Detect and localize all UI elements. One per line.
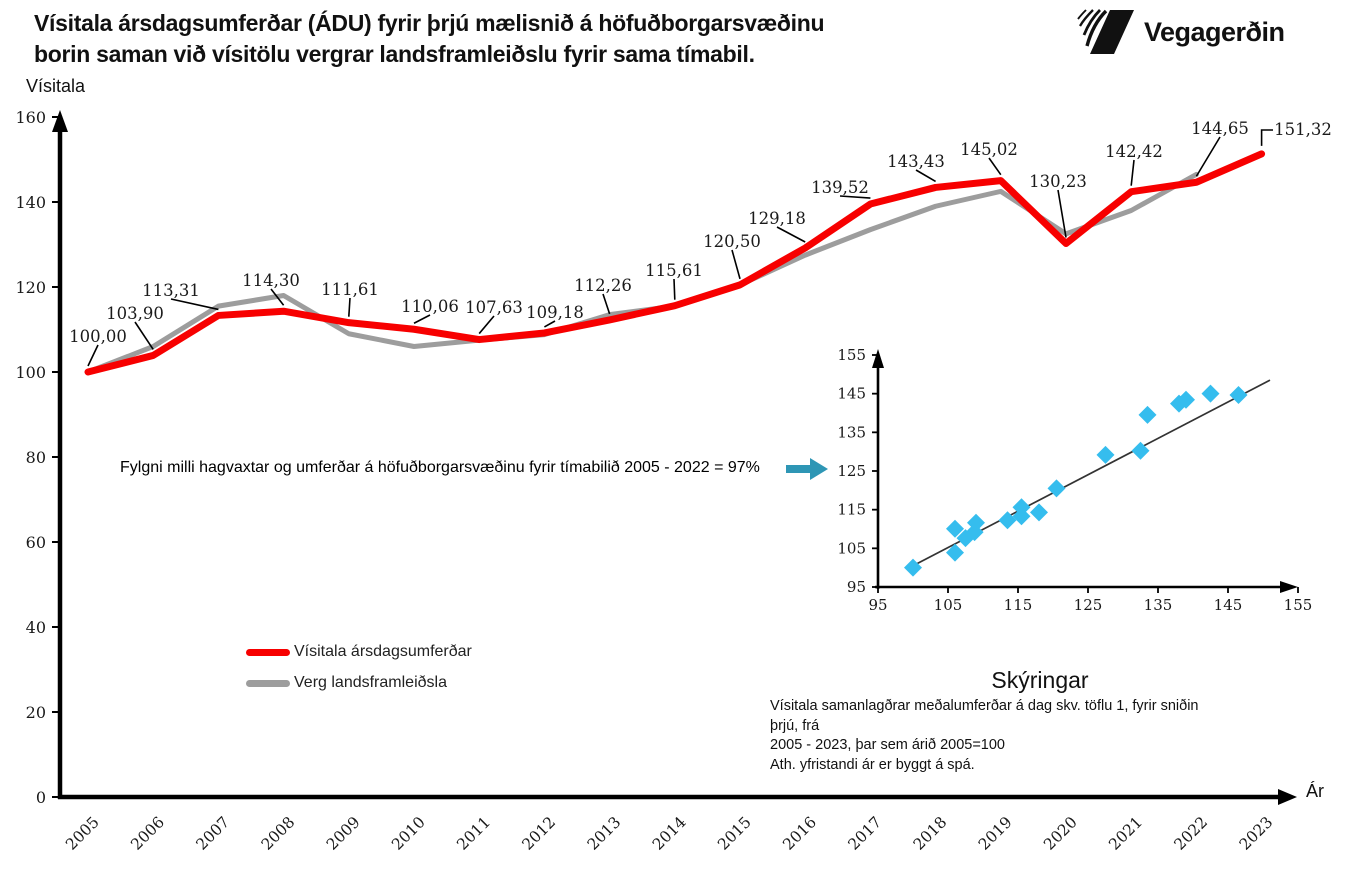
data-label: 110,06 [401, 297, 459, 316]
data-label: 120,50 [703, 232, 761, 251]
x-tick-label-group [1040, 813, 1081, 854]
chart-title-line1: Vísitala ársdagsumferðar (ÁDU) fyrir þrjú mælisnið á höfuðborgarsvæðinu [34, 10, 825, 36]
leader-line [732, 250, 740, 279]
data-label: 142,42 [1105, 142, 1163, 161]
x-tick-label-group [910, 813, 951, 854]
inset-y-tick-label: 115 [837, 500, 866, 519]
x-tick-label: 2023 [1235, 813, 1277, 854]
inset-x-tick-label: 125 [1073, 596, 1103, 614]
correlation-note: Fylgni milli hagvaxtar og umferðar á höfuðborgarsvæðinu fyrir tímabilið 2005 - 2022 = 97% [120, 459, 760, 476]
leader-line [88, 345, 98, 366]
data-label: 111,61 [321, 280, 379, 299]
x-tick-label: 2011 [453, 813, 495, 854]
x-tick-label: 2013 [583, 813, 625, 854]
notes-heading: Skýringar [991, 667, 1089, 693]
data-label: 115,61 [645, 261, 703, 280]
inset-y-tick-label: 95 [846, 578, 866, 596]
notes-body [770, 697, 1230, 775]
inset-x-axis-arrow [1280, 581, 1298, 593]
x-tick-label-group [845, 813, 886, 854]
notes-line2: 2005 - 2023, þar sem árið 2005=100 [770, 737, 1005, 754]
x-tick-label: 2009 [323, 813, 364, 854]
inset-x-tick-label: 135 [1143, 596, 1173, 614]
notes-line1: Vísitala samanlagðrar meðalumferðar á dag skv. töflu 1, fyrir sniðin þrjú, frá [770, 698, 1199, 734]
x-tick-label: 2021 [1105, 813, 1147, 854]
inset-y-tick-label: 155 [837, 346, 866, 364]
x-tick-label: 2019 [975, 813, 1016, 854]
gdp-line-swatch [246, 680, 290, 687]
y-axis-arrow [52, 110, 68, 132]
data-label: 151,32 [1274, 120, 1332, 139]
inset-x-tick-label: 105 [933, 596, 963, 614]
scatter-point [1202, 385, 1220, 403]
leader-line [349, 298, 350, 317]
data-label: 114,30 [242, 271, 300, 290]
x-tick-label-group [453, 813, 494, 854]
legend-item-traffic [246, 644, 472, 660]
inset-x-tick-label: 95 [868, 596, 888, 614]
data-label: 144,65 [1191, 119, 1249, 138]
leader-line [1131, 160, 1134, 186]
y-tick-label: 0 [35, 788, 46, 807]
y-tick-label: 20 [25, 703, 46, 722]
y-tick-label: 100 [15, 363, 46, 382]
x-tick-label-group [975, 813, 1016, 854]
inset-y-tick-label: 135 [837, 423, 866, 442]
inset-x-tick-label: 155 [1283, 596, 1313, 614]
data-label: 143,43 [887, 152, 945, 171]
data-label: 112,26 [574, 276, 632, 295]
data-label: 107,63 [465, 298, 523, 317]
leader-line [414, 315, 430, 323]
legend-label-traffic: Vísitala ársdagsumferðar [294, 643, 472, 660]
inset-y-tick-label: 145 [837, 384, 866, 403]
leader-line [171, 299, 218, 309]
leader-line [1262, 130, 1273, 146]
y-tick-label: 40 [25, 618, 46, 637]
leader-line [777, 227, 805, 242]
x-tick-label-group [62, 813, 103, 854]
inset-x-tick-label: 115 [1003, 596, 1033, 614]
x-tick-label-group [714, 813, 755, 854]
scatter-point [904, 559, 922, 577]
data-label: 109,18 [526, 303, 584, 322]
x-tick-label-group [258, 813, 299, 854]
legend-label-gdp: Verg landsframleiðsla [294, 674, 447, 691]
x-axis-arrow [1278, 789, 1297, 805]
inset-y-tick-label: 105 [837, 539, 866, 558]
leader-line [674, 279, 675, 300]
x-tick-label: 2006 [127, 813, 169, 854]
y-tick-label: 140 [15, 193, 46, 212]
x-tick-label: 2017 [844, 813, 886, 854]
x-tick-label: 2020 [1040, 813, 1081, 854]
x-tick-label-group [323, 813, 364, 854]
x-tick-label-group [649, 813, 690, 854]
legend [246, 644, 472, 706]
x-tick-label-group [193, 813, 234, 854]
scatter-point [1097, 446, 1115, 464]
inset-y-tick-label: 125 [837, 462, 866, 480]
x-tick-label-group [779, 813, 820, 854]
x-tick-label: 2010 [388, 813, 429, 854]
scatter-point [1030, 503, 1048, 521]
inset-scatter-chart [820, 338, 1320, 628]
scatter-point [1230, 386, 1248, 404]
y-tick-label: 120 [15, 278, 46, 297]
data-label: 103,90 [106, 304, 164, 323]
leader-line [479, 316, 494, 334]
traffic-line-swatch [246, 649, 290, 656]
x-tick-label: 2022 [1170, 813, 1212, 854]
leader-line [135, 322, 153, 349]
x-tick-label-group [584, 813, 625, 854]
x-tick-label: 2016 [779, 813, 821, 854]
y-axis-title: Vísitala [26, 76, 86, 96]
x-tick-label: 2012 [518, 813, 560, 854]
data-label: 129,18 [748, 209, 806, 228]
y-tick-label: 80 [25, 448, 46, 467]
x-tick-label-group [1171, 813, 1212, 854]
notes-line3: Ath. yfristandi ár er byggt á spá. [770, 756, 975, 773]
leader-line [989, 158, 1001, 175]
data-label: 139,52 [811, 178, 869, 197]
x-tick-label-group [1105, 813, 1146, 854]
leader-line [916, 170, 936, 181]
y-tick-label: 160 [15, 108, 46, 127]
y-tick-label: 60 [25, 533, 46, 552]
chart-title-line2: borin saman við vísitölu vergrar landsframleiðslu fyrir sama tímabil. [34, 41, 755, 68]
data-label: 130,23 [1029, 172, 1087, 191]
x-tick-label: 2005 [62, 813, 103, 854]
data-label: 100,00 [69, 327, 127, 346]
x-tick-label-group [127, 813, 168, 854]
logo-text: Vegagerðin [1144, 16, 1285, 47]
legend-item-gdp [246, 675, 472, 691]
x-tick-label: 2015 [714, 813, 755, 854]
leader-line [603, 294, 610, 314]
x-tick-label: 2018 [909, 813, 951, 854]
data-label: 113,31 [142, 281, 200, 300]
x-tick-label: 2014 [649, 813, 690, 854]
x-tick-label: 2007 [192, 813, 234, 854]
data-label: 145,02 [960, 140, 1018, 159]
x-tick-label: 2008 [257, 813, 299, 854]
x-tick-label-group [519, 813, 560, 854]
x-tick-label-group [1236, 813, 1277, 854]
scatter-point [1139, 406, 1157, 424]
x-axis-title: Ár [1306, 781, 1324, 801]
inset-y-axis-arrow [872, 349, 884, 368]
x-tick-label-group [388, 813, 429, 854]
inset-x-tick-label: 145 [1213, 596, 1243, 614]
